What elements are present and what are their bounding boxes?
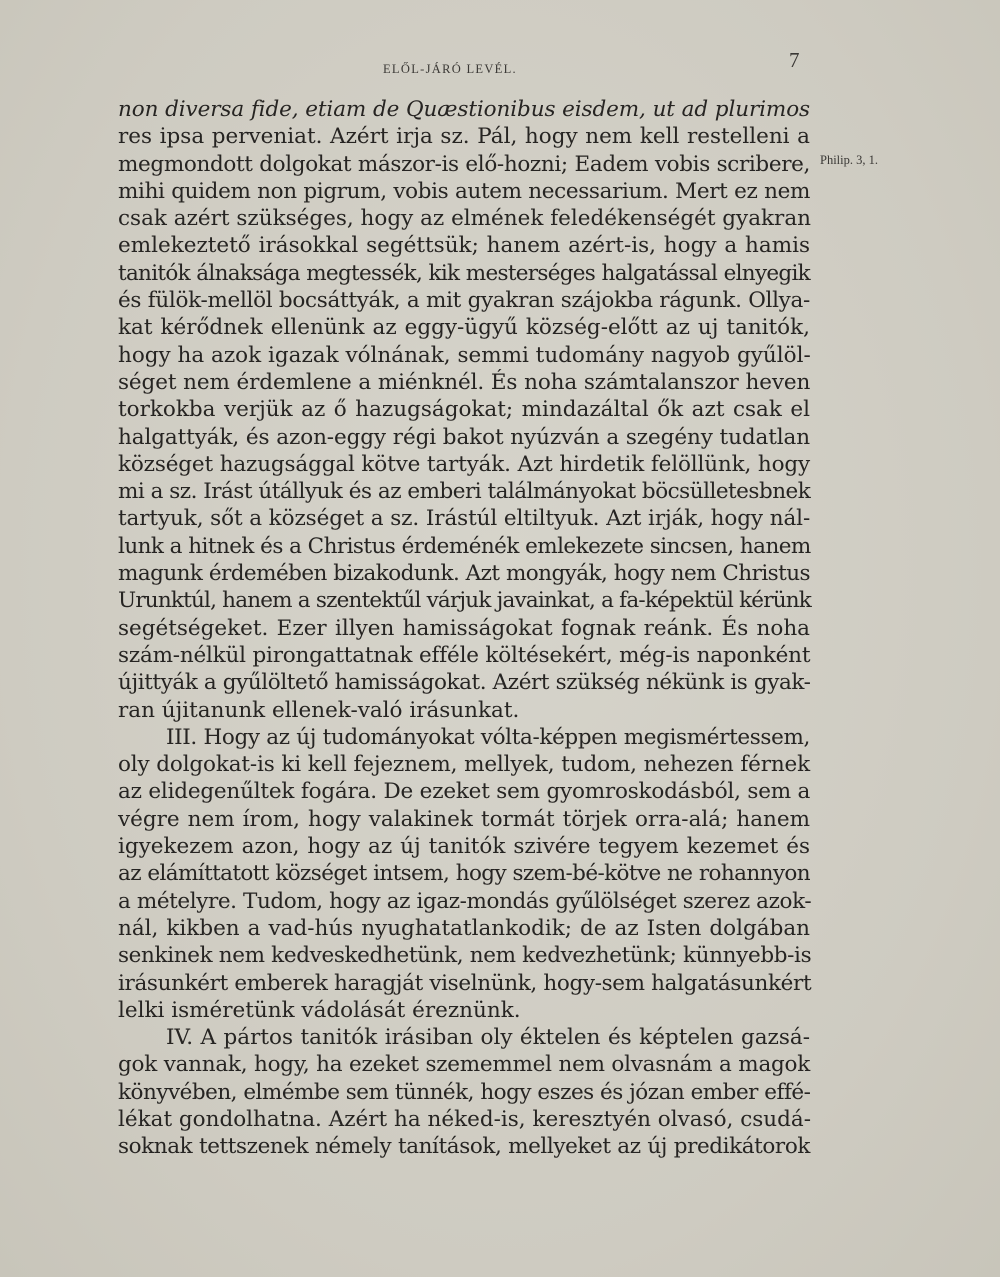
text-line: újittyák a gyűlöltető hamisságokat. Azért szükség nékünk is gyak- bbox=[118, 670, 811, 696]
text-line: gok vannak, hogy, ha ezeket szememmel nem olvasnám a magok bbox=[118, 1052, 810, 1078]
text-line: végre nem írom, hogy valakinek tormát törjek orra-alá; hanem bbox=[118, 806, 810, 832]
text-line: oly dolgokat-is ki kell fejeznem, mellyek, tudom, nehezen férnek bbox=[118, 752, 810, 778]
text-line: senkinek nem kedveskedhetünk, nem kedvezhetünk; künnyebb-is bbox=[118, 943, 812, 969]
text-line: csak azért szükséges, hogy az elmének feledékenségét gyakran bbox=[118, 206, 811, 232]
text-line: hogy ha azok igazak vólnának, semmi tudomány nagyob gyűlöl- bbox=[118, 342, 811, 368]
text-line: községet hazugsággal kötve tartyák. Azt hirdetik felöllünk, hogy bbox=[118, 451, 810, 477]
body-text bbox=[118, 96, 810, 1161]
margin-note: Philip. 3, 1. bbox=[820, 153, 878, 167]
text-line: kat kérődnek ellenünk az eggy-ügyű község-előtt az uj tanitók, bbox=[118, 315, 810, 341]
text-line: megmondott dolgokat mászor-is elő-hozni; Eadem vobis scribere, bbox=[118, 151, 810, 177]
text-line: soknak tettszenek némely tanítások, mellyeket az új predikátorok bbox=[118, 1134, 810, 1160]
text-line: IV. A pártos tanitók irásiban oly éktelen és képtelen gazsá- bbox=[166, 1025, 810, 1051]
text-line: irásunkért emberek haragját viselnünk, hogy-sem halgatásunkért bbox=[118, 970, 812, 996]
text-line: lékat gondolhatna. Azért ha néked-is, keresztyén olvasó, csudá- bbox=[118, 1106, 811, 1132]
text-line: a mételyre. Tudom, hogy az igaz-mondás gyűlölséget szerez azok- bbox=[118, 888, 812, 914]
page-number: 7 bbox=[789, 48, 800, 72]
running-head: ELŐL-JÁRÓ LEVÉL. bbox=[383, 62, 517, 76]
text-line: III. Hogy az új tudományokat vólta-képpen megismértessem, bbox=[166, 724, 810, 750]
text-line: az elidegenűltek fogára. De ezeket sem gyomroskodásból, sem a bbox=[118, 779, 811, 805]
text-line: halgattyák, és azon-eggy régi bakot nyúzván a szegény tudatlan bbox=[118, 424, 810, 450]
text-line: Urunktúl, hanem a szentektűl várjuk javainkat, a fa-képektül kérünk bbox=[118, 588, 812, 614]
text-line: lunk a hitnek és a Christus érdeménék emlekezete sincsen, hanem bbox=[118, 533, 811, 559]
text-line: könyvében, elmémbe sem tünnék, hogy eszes és józan ember effé- bbox=[118, 1079, 811, 1105]
text-line: segétségeket. Ezer illyen hamisságokat fognak reánk. És noha bbox=[118, 615, 810, 641]
text-line: torkokba verjük az ő hazugságokat; mindazáltal ők azt csak el bbox=[118, 397, 810, 423]
text-line: tartyuk, sőt a községet a sz. Irástúl eltiltyuk. Azt irják, hogy nál- bbox=[118, 506, 811, 532]
text-line: mihi quidem non pigrum, vobis autem necessarium. Mert ez nem bbox=[118, 178, 810, 204]
text-line: emlekeztető irásokkal segéttsük; hanem azért-is, hogy a hamis bbox=[118, 233, 810, 259]
text-line: az elámíttatott községet intsem, hogy szem-bé-kötve ne rohannyon bbox=[118, 861, 810, 887]
text-line: és fülök-mellöl bocsáttyák, a mit gyakran szájokba rágunk. Ollya- bbox=[118, 288, 810, 314]
text-line: szám-nélkül pirongattatnak efféle költésekért, még-is naponként bbox=[118, 642, 811, 668]
text-line: non diversa fide, etiam de Quæstionibus eisdem, ut ad plurimos bbox=[118, 97, 810, 122]
text-line: séget nem érdemlene a miénknél. És noha számtalanszor heven bbox=[118, 369, 811, 395]
text-line: mi a sz. Irást útállyuk és az emberi találmányokat böcsülletesbnek bbox=[118, 479, 811, 505]
text-line: lelki isméretünk vádolását éreznünk. bbox=[118, 997, 521, 1023]
text-line: res ipsa perveniat. Azért irja sz. Pál, hogy nem kell restelleni a bbox=[118, 124, 810, 150]
text-line: ran újitanunk ellenek-való irásunkat. bbox=[118, 697, 520, 723]
text-line: magunk érdemében bizakodunk. Azt mongyák, hogy nem Christus bbox=[118, 561, 810, 587]
text-line: igyekezem azon, hogy az új tanitók szivére tegyem kezemet és bbox=[118, 834, 810, 860]
text-line: nál, kikben a vad-hús nyughatatlankodik; de az Isten dolgában bbox=[118, 915, 810, 941]
text-line: tanitók álnaksága megtessék, kik mesterséges halgatással elnyegik bbox=[118, 260, 810, 286]
